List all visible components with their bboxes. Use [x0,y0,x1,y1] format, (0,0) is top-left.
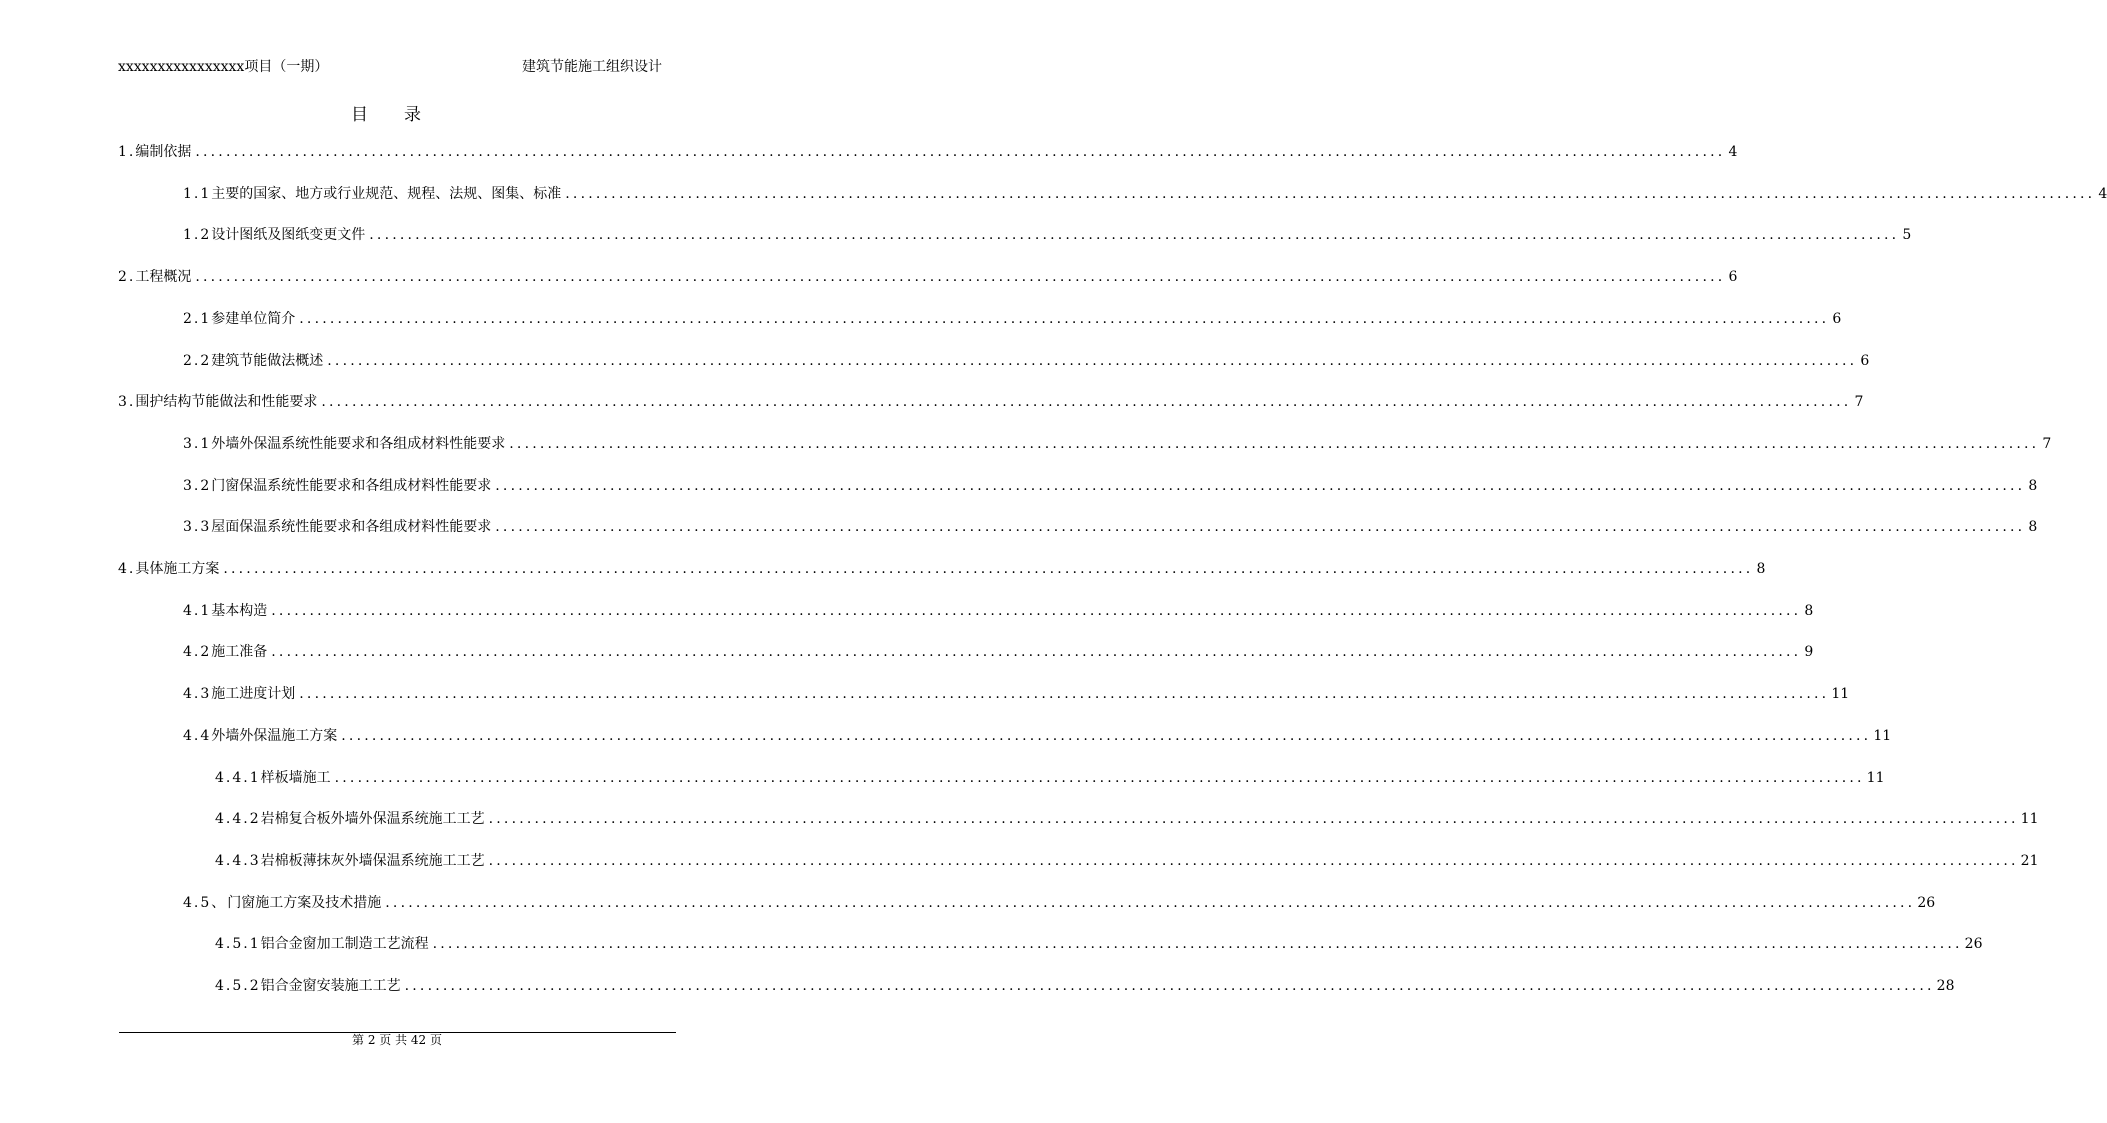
toc-leader-dots: ........................................................................................................................................................................................................ [495,478,2026,494]
toc-entry-title: 外墙外保温施工方案 [211,728,338,744]
toc-entry[interactable] [183,513,2038,537]
toc-entry[interactable] [118,388,1864,412]
toc-entry-page: 11 [2020,811,2039,827]
toc-entry[interactable] [215,930,1983,954]
toc-entry-number: 3.1 [183,436,212,452]
toc-entry-number: 4.5.2 [215,978,261,994]
toc-leader-dots: ........................................................................................................................................................................................................ [565,186,2096,202]
toc-entry-title: 门窗保温系统性能要求和各组成材料性能要求 [211,478,492,494]
toc-entry-number: 1. [118,144,136,160]
toc-entry[interactable] [215,805,2039,829]
toc-entry-number: 4.1 [183,603,212,619]
toc-leader-dots: ........................................................................................................................................................................................................ [488,811,2019,827]
toc-leader-dots: ........................................................................................................................................................................................................ [341,728,1872,744]
toc-leader-dots: ........................................................................................................................................................................................................ [369,227,1900,243]
toc-entry-number: 2. [118,269,136,285]
footer-page-number: 第 2 页 共 42 页 [352,1033,442,1047]
toc-entry-page: 5 [1902,227,1912,243]
toc-entry[interactable] [183,305,1842,329]
toc-entry[interactable] [118,263,1738,287]
toc-leader-dots: ........................................................................................................................................................................................................ [271,644,1802,660]
toc-entry-number: 4.4.3 [215,853,261,869]
toc-entry-number: 3. [118,394,136,410]
toc-entry-title: 参建单位简介 [211,311,296,327]
toc-entry-page: 11 [1866,770,1885,786]
toc-entry-title: 铝合金窗加工制造工艺流程 [260,936,429,952]
toc-leader-dots: ........................................................................................................................................................................................................ [299,311,1830,327]
toc-entry[interactable] [183,180,2107,204]
toc-entry-page: 28 [1936,978,1955,994]
toc-entry[interactable] [183,430,2052,454]
toc-leader-dots: ........................................................................................................................................................................................................ [271,603,1802,619]
toc-entry-page: 4 [1728,144,1738,160]
toc-entry-title: 岩棉复合板外墙外保温系统施工工艺 [260,811,485,827]
toc-entry[interactable] [183,638,1814,662]
toc-leader-dots: ........................................................................................................................................................................................................ [299,686,1830,702]
toc-entry-number: 4.4.2 [215,811,261,827]
toc-entry[interactable] [183,722,1892,746]
toc-leader-dots: ........................................................................................................................................................................................................ [432,936,1963,952]
toc-entry-number: 3.3 [183,519,212,535]
toc-entry-number: 3.2 [183,478,212,494]
toc-entry-page: 8 [1756,561,1766,577]
toc-entry-page: 7 [1854,394,1864,410]
toc-entry-title: 施工准备 [211,644,268,660]
toc-entry-page: 6 [1728,269,1738,285]
toc-entry-number: 2.1 [183,311,212,327]
toc-leader-dots: ........................................................................................................................................................................................................ [509,436,2040,452]
toc-leader-dots: ........................................................................................................................................................................................................ [195,269,1726,285]
toc-entry-page: 9 [1804,644,1814,660]
toc-leader-dots: ........................................................................................................................................................................................................ [327,353,1858,369]
toc-entry-title: 施工进度计划 [211,686,296,702]
toc-entry[interactable] [215,847,2039,871]
toc-entry-title: 围护结构节能做法和性能要求 [135,394,318,410]
toc-leader-dots: ........................................................................................................................................................................................................ [321,394,1852,410]
toc-entry[interactable] [118,555,1766,579]
toc-entry-number: 4.3 [183,686,212,702]
toc-entry-number: 4.4.1 [215,770,261,786]
toc-leader-dots: ........................................................................................................................................................................................................ [385,895,1916,911]
toc-leader-dots: ........................................................................................................................................................................................................ [334,770,1865,786]
toc-entry-number: 4.5、 [183,895,228,911]
toc-leader-dots: ........................................................................................................................................................................................................ [223,561,1754,577]
toc-entry-number: 1.2 [183,227,212,243]
toc-entry-page: 8 [2028,478,2038,494]
toc-entry[interactable] [183,889,1936,913]
toc-entry-page: 21 [2020,853,2039,869]
toc-entry-number: 4.2 [183,644,212,660]
toc-entry-page: 8 [2028,519,2038,535]
toc-entry[interactable] [183,680,1850,704]
toc-leader-dots: ........................................................................................................................................................................................................ [488,853,2019,869]
toc-entry-title: 铝合金窗安装施工工艺 [260,978,401,994]
toc-entry-title: 外墙外保温系统性能要求和各组成材料性能要求 [211,436,506,452]
toc-leader-dots: ........................................................................................................................................................................................................ [195,144,1726,160]
toc-entry[interactable] [215,764,1885,788]
toc-entry-title: 样板墙施工 [260,770,331,786]
toc-entry-title: 设计图纸及图纸变更文件 [211,227,366,243]
toc-entry[interactable] [183,472,2038,496]
toc-entry-page: 6 [1860,353,1870,369]
toc-entry-number: 1.1 [183,186,212,202]
toc-entry-number: 2.2 [183,353,212,369]
toc-entry[interactable] [183,597,1814,621]
toc-entry-number: 4.5.1 [215,936,261,952]
toc-entry-title: 主要的国家、地方或行业规范、规程、法规、图集、标准 [211,186,562,202]
header-doc-title: 建筑节能施工组织设计 [522,59,662,75]
toc-entry-title: 岩棉板薄抹灰外墙保温系统施工工艺 [260,853,485,869]
toc-entry[interactable] [183,221,1912,245]
toc-entry-page: 6 [1832,311,1842,327]
toc-entry-title: 建筑节能做法概述 [211,353,324,369]
toc-entry[interactable] [215,972,1955,996]
toc-entry-title: 屋面保温系统性能要求和各组成材料性能要求 [211,519,492,535]
toc-entry-page: 4 [2098,186,2107,202]
toc-entry-title: 基本构造 [211,603,268,619]
page-header [118,56,676,80]
toc-entry-page: 11 [1831,686,1850,702]
toc-entry-title: 编制依据 [135,144,192,160]
toc-entry-page: 26 [1917,895,1936,911]
toc-entry-page: 8 [1804,603,1814,619]
header-project: xxxxxxxxxxxxxxxx项目（一期） [118,59,329,75]
toc-leader-dots: ........................................................................................................................................................................................................ [495,519,2026,535]
toc-entry-number: 4.4 [183,728,212,744]
toc-entry-title: 门窗施工方案及技术措施 [227,895,382,911]
toc-entry-page: 26 [1964,936,1983,952]
toc-entry-page: 11 [1873,728,1892,744]
toc-entry[interactable] [118,138,1738,162]
toc-leader-dots: ........................................................................................................................................................................................................ [404,978,1935,994]
toc-entry-title: 具体施工方案 [135,561,220,577]
toc-entry-title: 工程概况 [135,269,192,285]
toc-entry-number: 4. [118,561,136,577]
toc-title: 目录 [351,105,457,125]
toc-entry[interactable] [183,347,1870,371]
toc-entry-page: 7 [2042,436,2052,452]
